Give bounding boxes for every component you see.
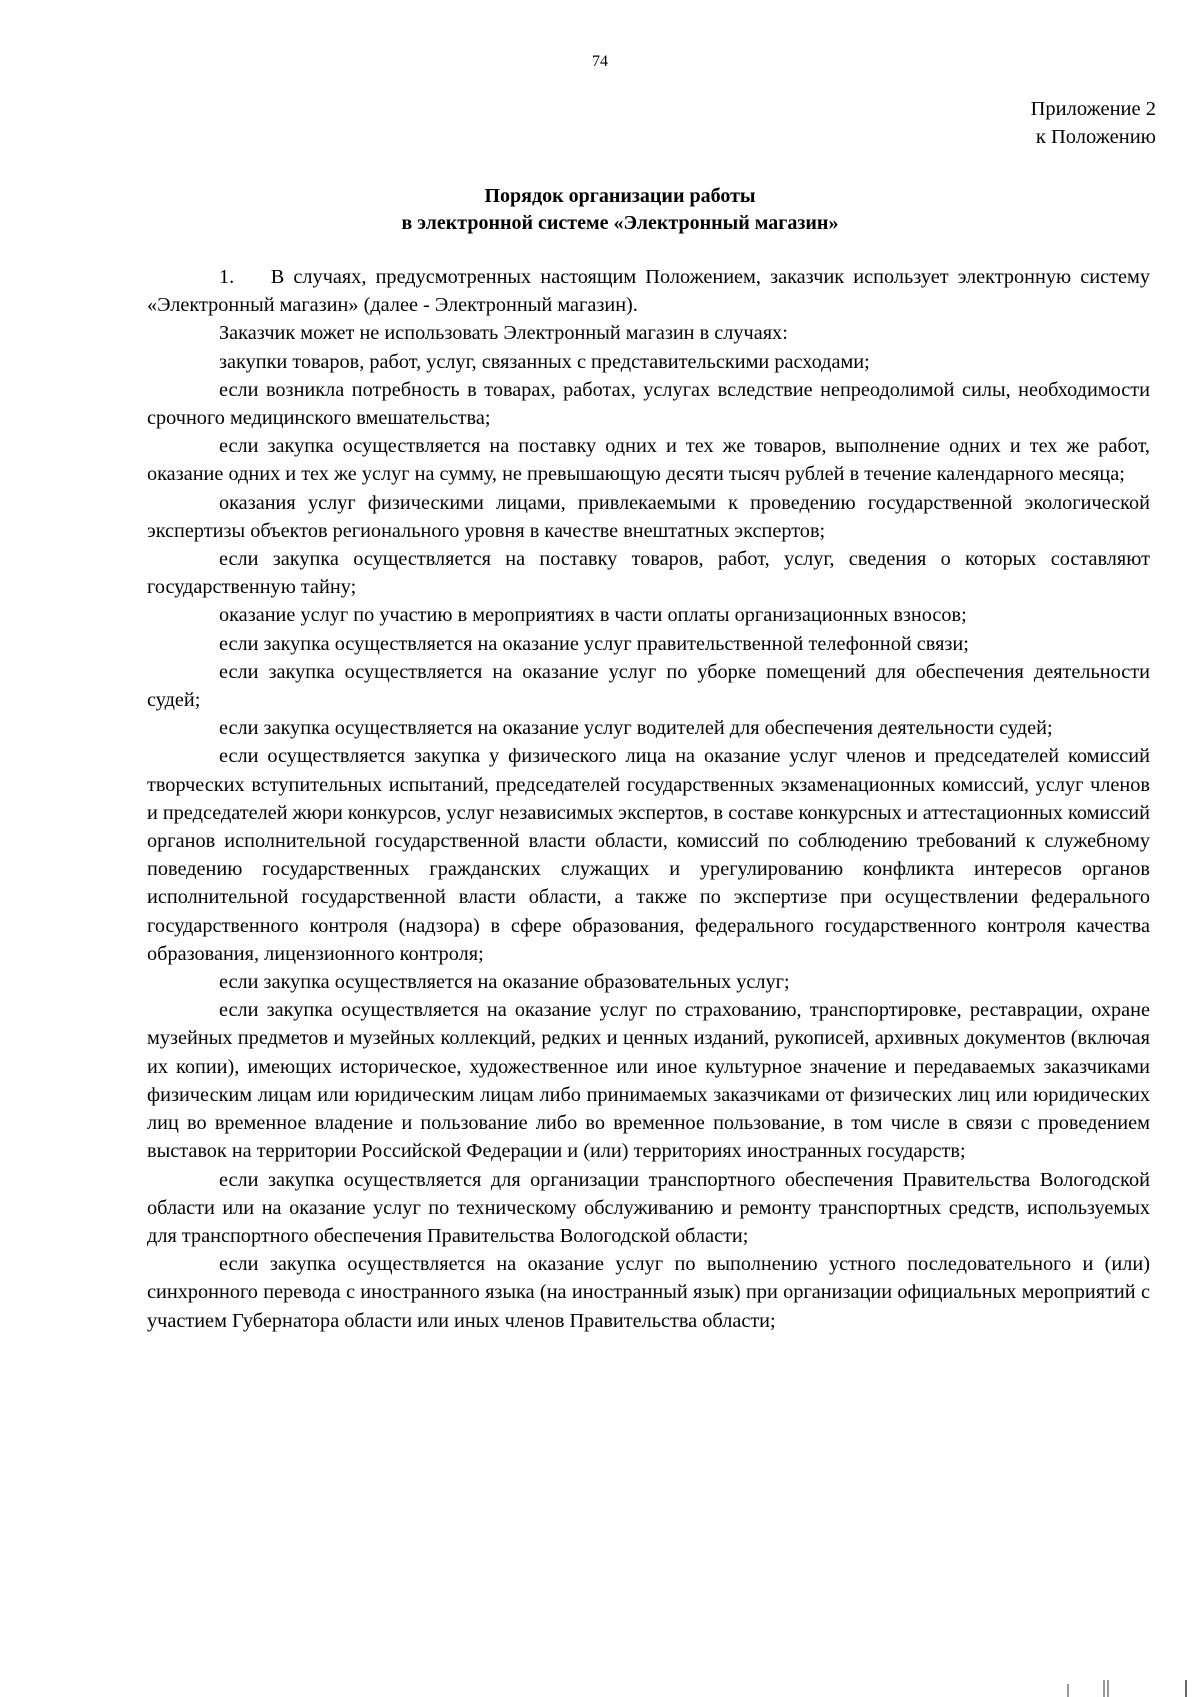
paragraph: если закупка осуществляется на оказание услуг правительственной телефонной связи; (219, 632, 969, 655)
paragraph: если закупка осуществляется на оказание услуг по уборке помещений для обеспечения деятельности судей; (147, 660, 1150, 712)
paragraph: если закупка осуществляется на поставку одних и тех же товаров, выполнение одних и тех же работ, оказание одних и тех же услуг на сумму, не превышающую десяти тысяч рублей в течение календарного месяца; (147, 435, 1150, 486)
paragraph: оказания услуг физическими лицами, привлекаемыми к проведению государственной экологической экспертизы объектов регионального уровня в качестве внештатных экспертов; (147, 491, 1150, 542)
paragraph: если закупка осуществляется на поставку товаров, работ, услуг, сведения о которых составляют государственную тайну; (147, 548, 1150, 599)
paragraph: если закупка осуществляется на оказание услуг по выполнению устного последовательного и (или) синхронного перевода с иностранного языка (на иностранный язык) при организации официальных мероприятий с участием Губернатора области или иных членов Правительства области; (147, 1253, 1150, 1332)
paragraph: оказание услуг по участию в мероприятиях в части оплаты организационных взносов; (219, 604, 967, 627)
paragraph: если закупка осуществляется на оказание услуг по страхованию, транспортировке, реставрации, охране музейных предметов и музейных коллекций, редких и ценных изданий, рукописей, архивных документов (включая их копии), имеющих историческое, художественное или иное культурное значение и передаваемых заказчиками физическим лицам или юридическим лицам либо принимаемых заказчиками от физических лиц или юридических лиц во временное владение и пользование либо во временное пользование, в том числе в связи с проведением выставок на территории Российской Федерации и (или) территориях иностранных государств; (147, 999, 1150, 1163)
paragraph: если закупка осуществляется на оказание услуг водителей для обеспечения деятельности судей; (219, 717, 1053, 740)
paragraph: Заказчик может не использовать Электронный магазин в случаях: (219, 322, 788, 345)
paragraph: если возникла потребность в товарах, работах, услугах вследствие непреодолимой силы, необходимости срочного медицинского вмешательства; (147, 378, 1150, 430)
title-line-2: в электронной системе «Электронный магазин» (401, 212, 839, 234)
paragraph: закупки товаров, работ, услуг, связанных с представительскими расходами; (219, 350, 870, 373)
paragraph: если закупка осуществляется на оказание образовательных услуг; (219, 971, 790, 994)
document-body (147, 263, 1150, 1335)
annex-line-1: Приложение 2 (1030, 98, 1156, 120)
title-line-1: Порядок организации работы (484, 185, 756, 207)
paragraph: если осуществляется закупка у физического лица на оказание услуг членов и председателей комиссий творческих вступительных испытаний, председателей государственных экзаменационных комиссий, услуг членов и председателей жюри конкурсов, услуг независимых экспертов, в составе конкурсных и аттестационных комиссий органов исполнительной государственной власти области, комиссий по соблюдению требований к служебному поведению государственных гражданских служащих и урегулированию конфликта интересов органов исполнительной государственной власти области, а также по экспертизе при осуществлении федерального государственного контроля (надзора) в сфере образования, федерального государственного контроля качества образования, лицензионного контроля; (147, 745, 1150, 965)
annex-line-2: к Положению (1035, 126, 1156, 148)
paragraph: 1. В случаях, предусмотренных настоящим Положением, заказчик использует электронную систему «Электронный магазин» (далее - Электронный магазин). (147, 266, 1150, 317)
annex-reference (1031, 95, 1156, 151)
page-number: 74 (592, 53, 608, 70)
paragraph: если закупка осуществляется для организации транспортного обеспечения Правительства Вологодской области или на оказание услуг по техническому обслуживанию и ремонту транспортных средств, используемых для транспортного обеспечения Правительства Вологодской области; (147, 1168, 1150, 1247)
document-title (0, 183, 1200, 237)
